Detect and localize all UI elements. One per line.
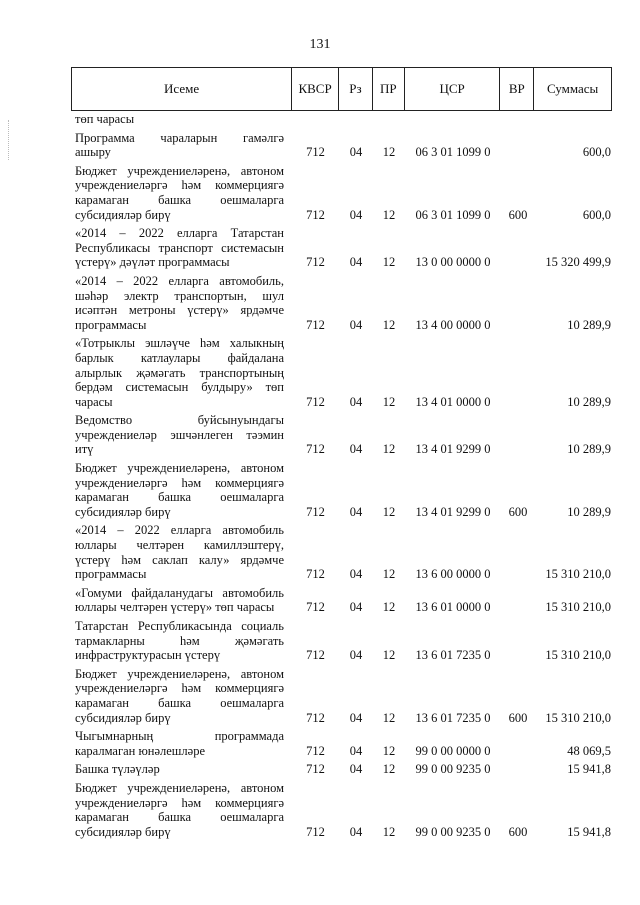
cell-vr: [501, 777, 535, 778]
cell-csr: 06 3 01 1099 0: [415, 145, 491, 160]
cell-vr: [501, 332, 535, 333]
cell-name-line: программасы: [75, 567, 147, 582]
cell-name-line: субсидияләр бирү: [75, 504, 171, 519]
header-vr: ВР: [500, 68, 534, 110]
cell-kvsr: 712: [306, 207, 325, 222]
cell-sum: 600,0: [582, 207, 611, 222]
cell-name-line: бердәм системасын булдыру» төп: [75, 380, 284, 395]
cell-rz: 04: [349, 648, 363, 663]
cell-name-line: карамаган башка оешмаларга: [75, 810, 284, 825]
cell-csr: 13 6 00 0000 0: [415, 567, 491, 582]
cell-csr: [405, 127, 501, 128]
cell-csr: 13 6 01 0000 0: [415, 600, 491, 615]
cell-name-line: каралмаган юнәлешләре: [75, 743, 206, 758]
cell-sum: 15 310 210,0: [545, 648, 611, 663]
cell-sum: 10 289,9: [567, 317, 611, 332]
cell-name-line: программасы: [75, 317, 147, 332]
table-row: [71, 131, 612, 161]
cell-kvsr: 712: [306, 743, 325, 758]
cell-rz: 04: [349, 710, 363, 725]
cell-name-line: юллары челтәрен камиллэштерү,: [75, 538, 284, 553]
cell-name-line: Бюджет учреждениеләренә, автоном: [75, 163, 284, 178]
cell-sum: [535, 127, 612, 128]
cell-rz: 04: [349, 567, 363, 582]
cell-name-line: субсидияләр бирү: [75, 824, 171, 839]
cell-vr: [501, 758, 535, 759]
cell-kvsr: 712: [306, 710, 325, 725]
cell-kvsr: 712: [306, 145, 325, 160]
cell-pr: 12: [382, 710, 396, 725]
cell-vr: [501, 270, 535, 271]
cell-vr: [501, 457, 535, 458]
cell-name: [71, 131, 292, 161]
cell-rz: 04: [349, 394, 363, 409]
cell-name-line: Программа чараларын гамәлгә: [75, 130, 284, 145]
header-pr: ПР: [373, 68, 405, 110]
cell-sum: 15 310 210,0: [545, 600, 611, 615]
cell-name-line: учреждениеләргә һәм коммерциягә: [75, 795, 284, 810]
cell-sum: 600,0: [582, 145, 611, 160]
cell-vr: [501, 160, 535, 161]
cell-name-line: учреждениеләргә һәм коммерциягә: [75, 178, 284, 193]
cell-vr: [501, 615, 535, 616]
table-row: [71, 586, 612, 616]
cell-name-line: ашыру: [75, 145, 111, 160]
margin-marks: [8, 120, 11, 160]
cell-rz: 04: [349, 442, 363, 457]
cell-name-line: инфраструктурасын үстерү: [75, 648, 221, 663]
cell-rz: 04: [349, 743, 363, 758]
cell-pr: 12: [382, 145, 396, 160]
header-csr: ЦСР: [405, 68, 501, 110]
cell-name-line: Татарстан Республикасында социаль: [75, 619, 284, 633]
cell-pr: 12: [382, 600, 396, 615]
cell-kvsr: 712: [306, 504, 325, 519]
table-row: [71, 336, 612, 410]
cell-sum: 15 941,8: [567, 824, 611, 839]
table-row: [71, 112, 612, 128]
cell-name-line: карамаган башка оешмаларга: [75, 490, 284, 505]
cell-pr: 12: [382, 824, 396, 839]
cell-name: [71, 586, 292, 616]
header-rz: Рз: [339, 68, 373, 110]
table-row: [71, 226, 612, 271]
cell-name: [71, 729, 292, 759]
cell-vr: 600: [508, 824, 528, 839]
cell-rz: 04: [349, 504, 363, 519]
table-row: [71, 667, 612, 726]
cell-name-line: исәптән метроны үстерү» ярдәмче: [75, 303, 284, 318]
cell-kvsr: 712: [306, 255, 325, 270]
cell-name-line: субсидияләр бирү: [75, 207, 171, 222]
cell-vr: [501, 127, 535, 128]
cell-name-line: учреждениеләр эшчәнлеген тәэмин: [75, 427, 284, 442]
cell-name: [71, 413, 292, 458]
cell-name-line: юллары челтәрен үстерү» төп чарасы: [75, 600, 275, 615]
cell-name: [71, 112, 292, 128]
cell-vr: [501, 582, 535, 583]
header-name: Исеме: [72, 68, 292, 110]
cell-pr: 12: [382, 743, 396, 758]
cell-rz: 04: [349, 145, 363, 160]
table-header: [71, 67, 612, 111]
cell-rz: 04: [349, 207, 363, 222]
cell-csr: 13 6 01 7235 0: [415, 648, 491, 663]
cell-name-line: үстерү һәм саклап калу» ярдәмче: [75, 552, 284, 567]
cell-sum: 15 310 210,0: [545, 567, 611, 582]
cell-name-line: Бюджет учреждениеләренә, автоном: [75, 666, 284, 681]
cell-rz: 04: [349, 255, 363, 270]
table-row: [71, 729, 612, 759]
table-row: [71, 619, 612, 664]
cell-name-line: учреждениеләргә һәм коммерциягә: [75, 475, 284, 490]
cell-csr: 13 0 00 0000 0: [415, 255, 491, 270]
table-row: [71, 523, 612, 582]
cell-name-line: итү: [75, 442, 94, 457]
cell-rz: 04: [349, 600, 363, 615]
cell-kvsr: 712: [306, 648, 325, 663]
cell-pr: 12: [382, 394, 396, 409]
cell-pr: 12: [382, 207, 396, 222]
cell-csr: 13 4 01 0000 0: [415, 394, 491, 409]
cell-name: [71, 523, 292, 582]
cell-pr: 12: [382, 255, 396, 270]
cell-kvsr: 712: [306, 442, 325, 457]
cell-sum: 48 069,5: [567, 743, 611, 758]
page-number: 131: [309, 37, 331, 52]
cell-rz: 04: [349, 762, 363, 777]
cell-name-line: «2014 – 2022 елларга Татарстан: [75, 226, 284, 241]
cell-pr: [373, 127, 405, 128]
cell-pr: 12: [382, 567, 396, 582]
cell-sum: 15 310 210,0: [545, 710, 611, 725]
cell-name: [71, 762, 292, 778]
cell-pr: 12: [382, 504, 396, 519]
header-kvsr: КВСР: [292, 68, 339, 110]
cell-name: [71, 164, 292, 223]
cell-name-line: «2014 – 2022 елларга автомобиль,: [75, 273, 284, 288]
cell-name-line: Бюджет учреждениеләренә, автоном: [75, 780, 284, 795]
cell-name-line: барлык катлаулары файдалана: [75, 350, 284, 365]
cell-name: [71, 461, 292, 520]
cell-csr: 99 0 00 0000 0: [415, 743, 491, 758]
cell-pr: 12: [382, 317, 396, 332]
cell-name-line: шәһәр электр транспортын, шул: [75, 288, 284, 303]
cell-kvsr: 712: [306, 762, 325, 777]
cell-kvsr: 712: [306, 567, 325, 582]
cell-rz: 04: [349, 317, 363, 332]
cell-name-line: карамаган башка оешмаларга: [75, 695, 284, 710]
cell-sum: 15 941,8: [567, 762, 611, 777]
cell-kvsr: 712: [306, 824, 325, 839]
cell-vr: [501, 663, 535, 664]
cell-rz: [339, 127, 373, 128]
table-body: [71, 112, 612, 840]
cell-name: [71, 667, 292, 726]
cell-kvsr: 712: [306, 600, 325, 615]
cell-name: [71, 226, 292, 271]
cell-rz: 04: [349, 824, 363, 839]
cell-sum: 15 320 499,9: [545, 255, 611, 270]
cell-kvsr: 712: [306, 317, 325, 332]
cell-name-line: Башка түләүләр: [75, 762, 160, 777]
cell-name-line: алырлык җәмәгать транспортының: [75, 365, 284, 380]
cell-name-line: «Гомуми файдаланудагы автомобиль: [75, 585, 284, 600]
cell-name-line: карамаган башка оешмаларга: [75, 192, 284, 207]
cell-kvsr: [292, 127, 339, 128]
cell-name-line: төп чарасы: [75, 112, 135, 126]
cell-name-line: субсидияләр бирү: [75, 710, 171, 725]
cell-csr: 99 0 00 9235 0: [415, 762, 491, 777]
cell-sum: 10 289,9: [567, 394, 611, 409]
table-row: [71, 461, 612, 520]
cell-name: [71, 274, 292, 333]
table-row: [71, 164, 612, 223]
cell-sum: 10 289,9: [567, 442, 611, 457]
cell-name-line: «2014 – 2022 елларга автомобиль: [75, 523, 284, 538]
cell-csr: 99 0 00 9235 0: [415, 824, 491, 839]
cell-vr: 600: [508, 207, 528, 222]
table-row: [71, 274, 612, 333]
cell-name-line: Бюджет учреждениеләренә, автоном: [75, 461, 284, 476]
cell-vr: 600: [508, 710, 528, 725]
cell-name: [71, 336, 292, 410]
cell-name-line: Республикасы транспорт системасын: [75, 240, 284, 255]
cell-name-line: Ведомство буйсынуындагы: [75, 413, 284, 428]
cell-sum: 10 289,9: [567, 504, 611, 519]
cell-name-line: тармакларны һәм җәмәгать: [75, 633, 284, 648]
cell-pr: 12: [382, 442, 396, 457]
cell-name-line: чарасы: [75, 394, 113, 409]
table-row: [71, 413, 612, 458]
table-row: [71, 781, 612, 840]
cell-csr: 13 4 01 9299 0: [415, 442, 491, 457]
cell-vr: [501, 409, 535, 410]
cell-name: [71, 781, 292, 840]
cell-kvsr: 712: [306, 394, 325, 409]
cell-pr: 12: [382, 762, 396, 777]
table-row: [71, 762, 612, 778]
cell-name-line: «Тотрыклы эшләүче һәм халыкның: [75, 336, 284, 351]
cell-name-line: үстерү» дәүләт программасы: [75, 255, 230, 270]
cell-csr: 13 4 00 0000 0: [415, 317, 491, 332]
cell-name: [71, 619, 292, 664]
cell-csr: 13 6 01 7235 0: [415, 710, 491, 725]
cell-csr: 13 4 01 9299 0: [415, 504, 491, 519]
cell-vr: 600: [508, 504, 528, 519]
cell-csr: 06 3 01 1099 0: [415, 207, 491, 222]
cell-pr: 12: [382, 648, 396, 663]
cell-name-line: учреждениеләргә һәм коммерциягә: [75, 681, 284, 696]
header-sum: Суммасы: [546, 81, 599, 96]
cell-name-line: Чыгымнарның программада: [75, 729, 284, 744]
